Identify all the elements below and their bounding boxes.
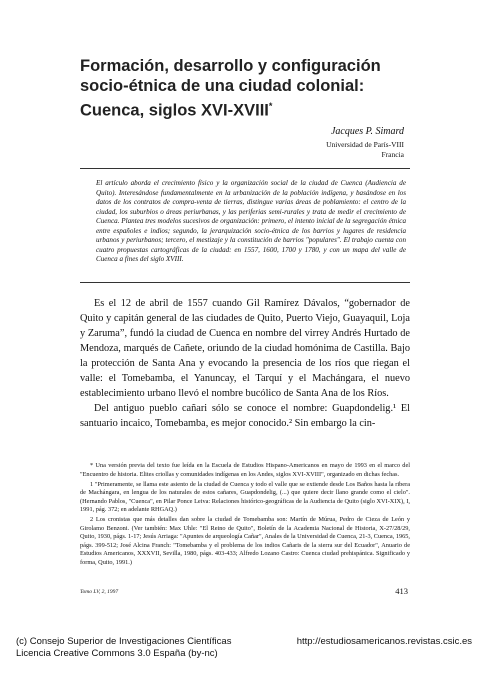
article-title [80, 56, 410, 121]
page-number: 413 [395, 586, 408, 596]
license-notice [16, 636, 231, 660]
title-line-2: socio-étnica de una ciudad colonial: [80, 77, 365, 95]
affiliation-university: Universidad de París-VIII [326, 140, 404, 149]
author-affiliation [326, 140, 404, 160]
footnote-1: 1 "Primeramente, se llama este asiento de la ciudad de Cuenca y todo el valle que se extiende desde Los Baños hasta la ribera de Machángara, en lengua de los naturales de estos cañares, Guapdondelig, (...) que quiere decir llano grande como el cielo". (Hernando Pablos, "Cuenca", en Pilar Ponce Leiva: Relaciones histórico-geográficas de la Audiencia de Quito (siglo XVI-XIX), I, 1991, pág. 372; en adelante RHGAQ.) [80, 480, 410, 513]
license-cc: Licencia Creative Commons 3.0 España (by-nc) [16, 648, 218, 659]
title-line-3 [80, 96, 410, 121]
abstract: El artículo aborda el crecimiento físico y la organización social de la ciudad de Cuenca (Audiencia de Quito). Interesándose fundamentalmente en la urbanización de la población indígena, y basándose en los datos de los contratos de compra-venta de tierras, distingue varias áreas de poblamiento: el centro de la ciudad, los suburbios o áreas periurbanas, y las periferias semi-rurales y trata de medir el crecimiento de Cuenca. Plantea tres modelos sucesivos de organización: primero, el intento inicial de la segregación étnica entre españoles e indios; segundo, la jerarquización socio-étnica de los barrios y lugares de residencia urbanos y periurbanos; tercero, el mestizaje y la constitución de barrios "populares". El trabajo cuenta con cuatro propuestas cartográficas de la ciudad: en 1557, 1600, 1700 y 1780, y con un mapa del valle de Cuenca a fines del siglo XVIII. [96, 179, 406, 263]
journal-url-link[interactable]: http://estudiosamericanos.revistas.csic.es [296, 636, 472, 647]
abstract-top-rule [80, 168, 410, 169]
footnotes [80, 462, 410, 569]
author-name: Jacques P. Simard [330, 126, 404, 137]
footnote-2: 2 Los cronistas que más detalles dan sobre la ciudad de Tomebamba son: Martín de Múrua, Pedro de Cieza de León y Girolamo Benzoni. (Ver también: Max Uhle: "El Reino de Quito", Boletín de la Academia Nacional de Historia, X-27/28/29, Quito, 1930, págs. 1-17; Jesús Arriaga: "Apuntes de arqueología Cañar", Anales de la Universidad de Cuenca, 21-3, Cuenca, 1965, págs. 399-512; José Alcina Franch: "Tomebamba y el problema de los indios Cañaris de la sierra sur del Ecuador", Anuario de Estudios Americanos, XXXVII, Sevilla, 1980, págs. 403-433; Alfredo Lozano Castro: Cuenca ciudad prehispánica. Significado y forma, Quito, 1991.) [80, 516, 410, 566]
title-line-3-text: Cuenca, siglos XVI-XVIII [80, 101, 269, 120]
body-paragraph-1: Es el 12 de abril de 1557 cuando Gil Ramírez Dávalos, “gobernador de Quito y capitán general de las ciudades de Quito, Puerto Viejo, Guayaquil, Loja y Zaruma”, fundó la ciudad de Cuenca en nombre del virrey Andrés Hurtado de Mendoza, marqués de Cañete, oriundo de la ciudad homónima de Castilla. Bajo la protección de Santa Ana y evocando la presencia de los ríos que riegan el valle: el Tomebamba, el Yanuncay, el Tarquí y el Machángara, el nuevo establecimiento urbano llevó el nombre bucólico de Santa Ana de los Ríos. [80, 298, 410, 399]
license-copyright: (c) Consejo Superior de Investigaciones Científicas [16, 636, 232, 647]
issue-line: Tomo LV, 2, 1997 [80, 589, 119, 595]
abstract-bottom-rule [80, 282, 410, 283]
footnote-star: * Una versión previa del texto fue leída en la Escuela de Estudios Hispano-Americanos en mayo de 1993 en el marco del "Encuentro de historia. Elites criollas y comunidades indígenas en los Andes, siglos XVI-XVIII", organizado en dichas fechas. [80, 462, 410, 478]
body-text [80, 296, 410, 431]
affiliation-country: Francia [381, 150, 404, 159]
title-footnote-mark: * [268, 101, 273, 111]
body-paragraph-2: Del antiguo pueblo cañari sólo se conoce el nombre: Guapdondelig.¹ El santuario incaico, Tomebamba, es mejor conocido.² Sin embargo la cin- [80, 403, 410, 429]
title-line-1: Formación, desarrollo y configuración [80, 57, 381, 75]
